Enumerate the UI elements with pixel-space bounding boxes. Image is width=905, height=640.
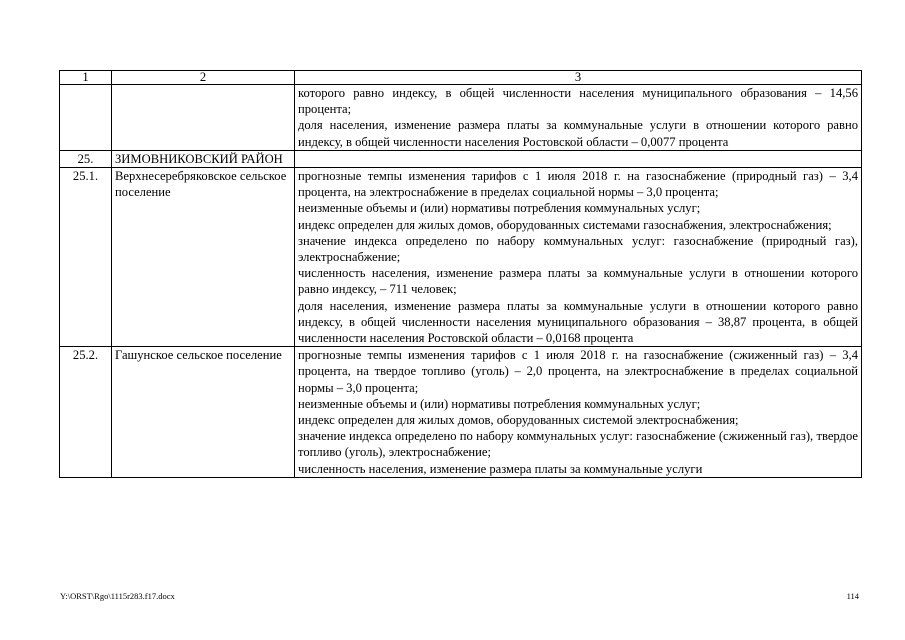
row-description [295, 168, 862, 347]
description-paragraph: неизменные объемы и (или) нормативы потребления коммунальных услуг; [298, 201, 701, 216]
description-paragraph: значение индекса определено по набору коммунальных услуг: газоснабжение (природный газ), электроснабжение; [298, 233, 858, 265]
description-paragraph: индекс определен для жилых домов, оборудованных системами газоснабжения, электроснабжения; [298, 217, 832, 232]
description-paragraph: численность населения, изменение размера платы за коммунальные услуги [298, 461, 703, 476]
row-settlement-name: Верхнесеребряковское сельское поселение [112, 168, 295, 347]
description-paragraph: индекс определен для жилых домов, оборудованных системой электроснабжения; [298, 413, 739, 428]
description-paragraph: значение индекса определено по набору коммунальных услуг: газоснабжение (сжиженный газ), твердое топливо (уголь), электроснабжение; [298, 429, 858, 460]
header-col-1: 1 [60, 71, 112, 85]
table-header-row [60, 71, 862, 85]
table-row [60, 85, 862, 151]
footer-page-number: 114 [846, 591, 859, 601]
row-description [295, 347, 862, 477]
description-paragraph: которого равно индексу, в общей численности населения муниципального образования – 14,56 процента; [298, 86, 858, 117]
row-description [295, 85, 862, 151]
table-row [60, 347, 862, 477]
row-number: 25.1. [60, 168, 112, 347]
district-name: ЗИМОВНИКОВСКИЙ РАЙОН [112, 150, 295, 167]
description-paragraph: доля населения, изменение размера платы за коммунальные услуги в отношении которого равно индексу, в общей численности населения Ростовской области – 0,0077 процента [298, 118, 858, 149]
header-col-2: 2 [112, 71, 295, 85]
footer-file-path: Y:\ORST\Rgo\1115r283.f17.docx [60, 591, 175, 601]
description-paragraph: неизменные объемы и (или) нормативы потребления коммунальных услуг; [298, 396, 701, 411]
description-paragraph: численность населения, изменение размера платы за коммунальные услуги в отношении которого равно индексу, – 711 человек; [298, 266, 858, 297]
description-paragraph: прогнозные темпы изменения тарифов с 1 июля 2018 г. на газоснабжение (природный газ) – 3,4 процента, на электроснабжение в пределах социальной нормы – 3,0 процента; [298, 169, 858, 200]
row-number [60, 85, 112, 151]
row-description-empty [295, 150, 862, 167]
table-row [60, 168, 862, 347]
row-number: 25.2. [60, 347, 112, 477]
row-settlement-name: Гашунское сельское поселение [112, 347, 295, 477]
header-col-3: 3 [295, 71, 862, 85]
row-number: 25. [60, 150, 112, 167]
row-settlement-name [112, 85, 295, 151]
table-row-district [60, 150, 862, 167]
description-paragraph: доля населения, изменение размера платы за коммунальные услуги в отношении которого равно индексу, в общей численности населения муниципального образования – 38,87 процента, в общей численности населения Ростовской области – 0,0168 процента [298, 298, 858, 346]
tariff-index-table [59, 70, 862, 478]
description-paragraph: прогнозные темпы изменения тарифов с 1 июля 2018 г. на газоснабжение (сжиженный газ) – 3,4 процента, на твердое топливо (уголь) – 2,0 процента, на электроснабжение в пределах социальной нормы – 3,0 процента; [298, 348, 858, 395]
